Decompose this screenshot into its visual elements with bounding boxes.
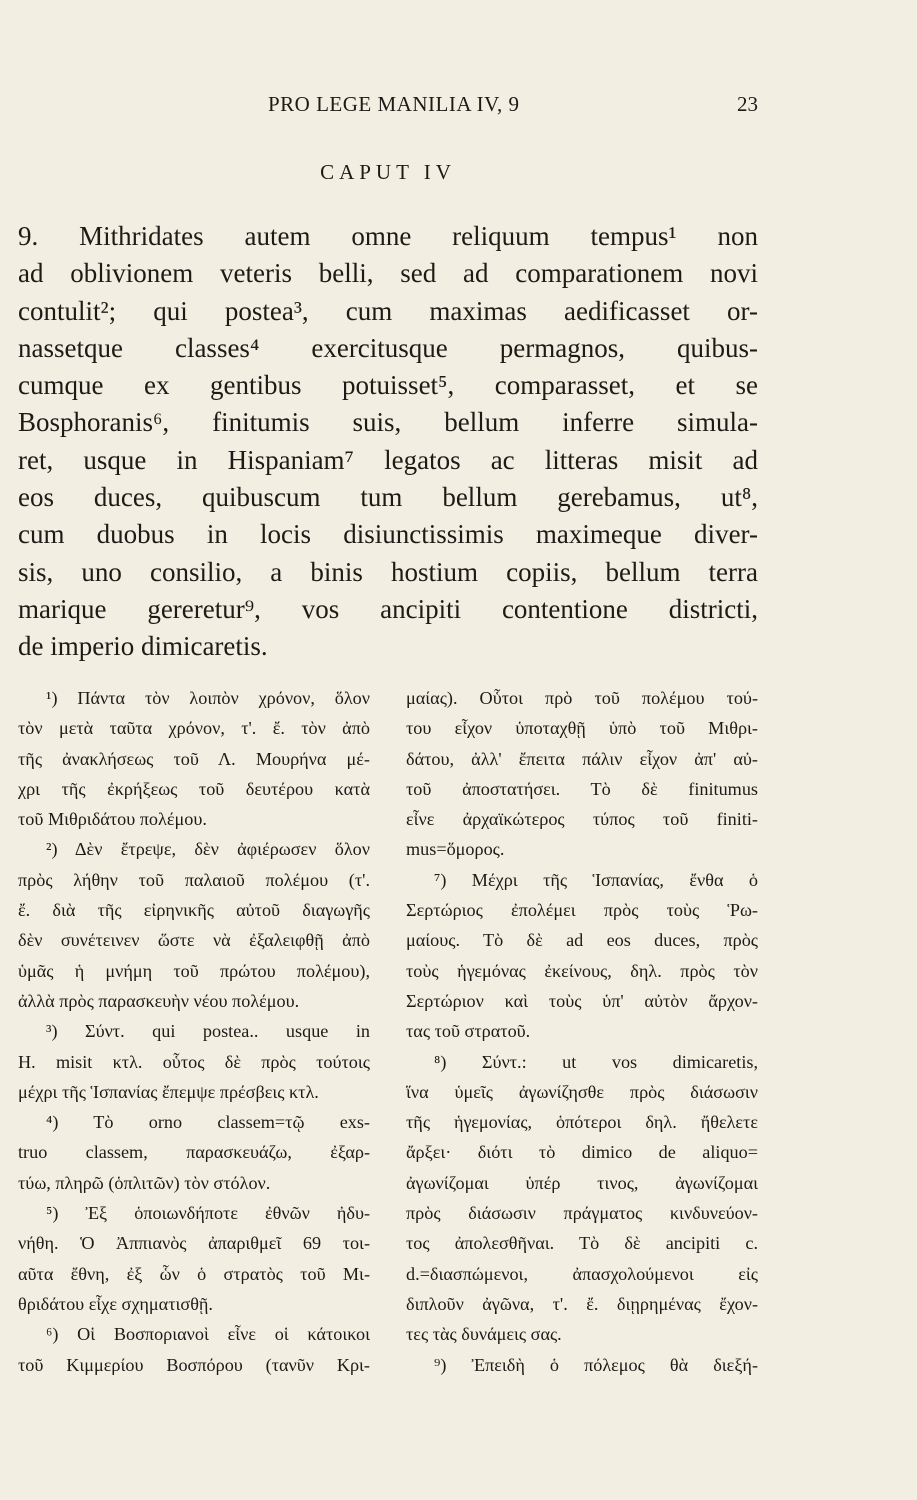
- footnotes-right-column: [406, 683, 758, 1380]
- running-title: PRO LEGE MANILIA IV, 9: [268, 92, 520, 116]
- note-line: truo classem, παρασκευάζω, ἐξαρ-: [18, 1142, 370, 1163]
- note-line: τοῦ Κιμμερίου Βοσπόρου (τανῦν Κρι-: [18, 1354, 370, 1375]
- footnotes: [18, 683, 758, 1383]
- page-number: 23: [737, 92, 758, 116]
- note-line: θριδάτου εἶχε σχηματισθῇ.: [18, 1293, 213, 1314]
- running-head: [18, 92, 758, 120]
- text-line: Bosphoranis⁶, finitumis suis, bellum inferre simula-: [18, 407, 758, 438]
- note-line: τύω, πληρῶ (ὁπλιτῶν) τὸν στόλον.: [18, 1172, 271, 1193]
- note-line: ὑμᾶς ἡ μνήμη τοῦ πρώτου πολέμου),: [18, 960, 370, 981]
- text-line: ret, usque in Hispaniam⁷ legatos ac litteras misit ad: [18, 444, 758, 475]
- note-line: Σερτώριος ἐπολέμει πρὸς τοὺς Ῥω-: [406, 900, 758, 921]
- note-line: τὸν μετὰ ταῦτα χρόνον, τ'. ἔ. τὸν ἀπὸ: [18, 718, 370, 739]
- note-line: ⁷) Μέχρι τῆς Ἱσπανίας, ἔνθα ὁ: [434, 869, 758, 890]
- note-line: ³) Σύντ. qui postea.. usque in: [46, 1021, 370, 1042]
- note-line: d.=διασπώμενοι, ἀπασχολούμενοι εἰς: [406, 1263, 758, 1284]
- text-line: contulit²; qui postea³, cum maximas aedificasset or-: [18, 295, 758, 326]
- note-line: ἀλλὰ πρὸς παρασκευὴν νέου πολέμου.: [18, 990, 300, 1011]
- text-line: cumque ex gentibus potuisset⁵, comparasset, et se: [18, 370, 758, 401]
- note-line: τας τοῦ στρατοῦ.: [406, 1021, 531, 1042]
- chapter-heading: CAPUT IV: [320, 160, 456, 184]
- note-line: πρὸς λήθην τοῦ παλαιοῦ πολέμου (τ'.: [18, 869, 370, 890]
- note-line: ἀγωνίζομαι ὑπέρ τινος, ἀγωνίζομαι: [406, 1172, 758, 1193]
- note-line: μαίας). Οὗτοι πρὸ τοῦ πολέμου τού-: [406, 688, 758, 708]
- note-line: ⁵) Ἐξ ὁποιωνδήποτε ἐθνῶν ἠδυ-: [46, 1203, 370, 1224]
- note-line: μέχρι τῆς Ἱσπανίας ἔπεμψε πρέσβεις κτλ.: [18, 1081, 319, 1102]
- text-line: de imperio dimicaretis.: [18, 631, 268, 662]
- text-line: 9. Mithridates autem omne reliquum tempus¹ non: [18, 221, 758, 251]
- note-line: πρὸς διάσωσιν πράγματος κινδυνεύον-: [406, 1203, 758, 1224]
- text-line: nassetque classes⁴ exercitusque permagnos, quibus-: [18, 332, 758, 363]
- note-line: ⁹) Ἐπειδὴ ὁ πόλεμος θὰ διεξή-: [434, 1354, 758, 1375]
- note-line: ἄρξει· διότι τὸ dimico de aliquo=: [406, 1142, 758, 1163]
- text-line: sis, uno consilio, a binis hostium copiis, bellum terra: [18, 556, 758, 587]
- note-line: τῆς ἀνακλήσεως τοῦ Λ. Μουρήνα μέ-: [18, 748, 370, 769]
- footnotes-left-column: [18, 683, 370, 1380]
- note-line: ¹) Πάντα τὸν λοιπὸν χρόνον, ὅλον: [46, 688, 370, 708]
- note-line: ἵνα ὑμεῖς ἀγωνίζησθε πρὸς διάσωσιν: [406, 1081, 758, 1102]
- note-line: χρι τῆς ἐκρήξεως τοῦ δευτέρου κατὰ: [18, 778, 370, 799]
- note-line: mus=ὅμορος.: [406, 839, 505, 860]
- note-line: H. misit κτλ. οὗτος δὲ πρὸς τούτοις: [18, 1051, 370, 1072]
- note-line: ⁶) Οἱ Βοσποριανοὶ εἶνε οἱ κάτοικοι: [46, 1324, 370, 1345]
- note-line: νήθη. Ὁ Ἀππιανὸς ἀπαριθμεῖ 69 τοι-: [18, 1233, 370, 1254]
- text-line: cum duobus in locis disiunctissimis maximeque diver-: [18, 519, 758, 550]
- note-line: του εἶχον ὑποταχθῇ ὑπὸ τοῦ Μιθρι-: [406, 718, 758, 739]
- note-line: ²) Δὲν ἔτρεψε, δὲν ἀφιέρωσεν ὅλον: [46, 839, 370, 860]
- note-line: δάτου, ἀλλ' ἔπειτα πάλιν εἶχον ἀπ' αὐ-: [406, 748, 758, 769]
- note-line: τῆς ἡγεμονίας, ὁπότεροι δηλ. ἤθελετε: [406, 1112, 758, 1133]
- note-line: διπλοῦν ἀγῶνα, τ'. ἔ. διῃρημένας ἔχον-: [406, 1293, 758, 1314]
- note-line: τες τὰς δυνάμεις σας.: [406, 1324, 562, 1345]
- note-line: εἶνε ἀρχαϊκώτερος τύπος τοῦ finiti-: [406, 809, 758, 830]
- text-line: marique gereretur⁹, vos ancipiti contentione districti,: [18, 593, 758, 624]
- text-line: eos duces, quibuscum tum bellum gerebamus, ut⁸,: [18, 482, 758, 513]
- note-line: αῦτα ἔθνη, ἐξ ὧν ὁ στρατὸς τοῦ Μι-: [18, 1263, 370, 1284]
- note-line: Σερτώριον καὶ τοὺς ὑπ' αὐτὸν ἄρχον-: [406, 990, 758, 1011]
- note-line: ἔ. διὰ τῆς εἰρηνικῆς αὐτοῦ διαγωγῆς: [18, 900, 370, 921]
- note-line: ⁴) Τὸ orno classem=τῷ exs-: [46, 1112, 370, 1133]
- note-line: τοὺς ἡγεμόνας ἐκείνους, δηλ. πρὸς τὸν: [406, 960, 758, 981]
- note-line: δὲν συνέτεινεν ὥστε νὰ ἐξαλειφθῇ ἀπὸ: [18, 930, 370, 951]
- main-latin-text: [18, 218, 758, 666]
- note-line: ⁸) Σύντ.: ut vos dimicaretis,: [434, 1051, 758, 1072]
- note-line: τοῦ ἀποστατήσει. Τὸ δὲ finitumus: [406, 778, 758, 799]
- note-line: τοῦ Μιθριδάτου πολέμου.: [18, 809, 207, 830]
- note-line: τος ἀπολεσθῆναι. Τὸ δὲ ancipiti c.: [406, 1233, 758, 1254]
- text-line: ad oblivionem veteris belli, sed ad comparationem novi: [18, 258, 758, 289]
- note-line: μαίους. Τὸ δὲ ad eos duces, πρὸς: [406, 930, 758, 951]
